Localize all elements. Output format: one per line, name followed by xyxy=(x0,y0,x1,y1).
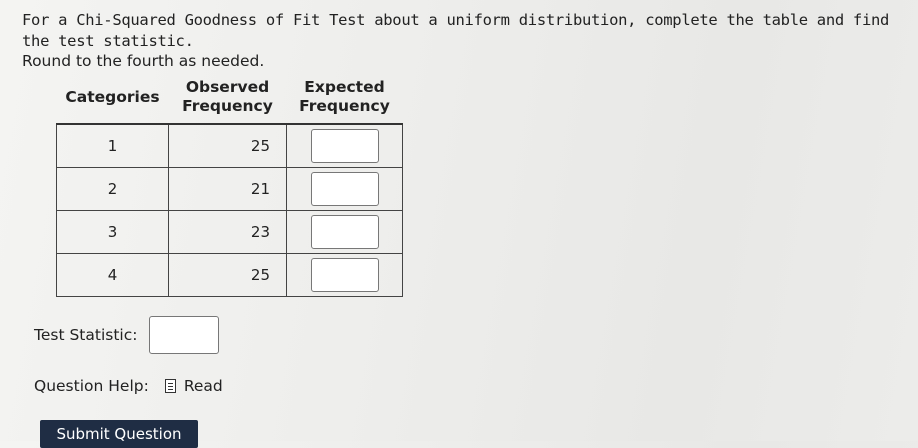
table-header-row xyxy=(57,71,403,124)
observed-cell: 25 xyxy=(169,124,287,168)
expected-input-1[interactable] xyxy=(311,129,379,163)
table-row xyxy=(57,168,403,211)
category-cell: 1 xyxy=(57,124,169,168)
category-cell: 4 xyxy=(57,254,169,297)
question-text: For a Chi-Squared Goodness of Fit Test about a uniform distribution, complete the table and find the test statistic. xyxy=(22,11,890,50)
document-icon[interactable] xyxy=(165,379,176,393)
expected-input-2[interactable] xyxy=(311,172,379,206)
category-cell: 3 xyxy=(57,211,169,254)
header-expected: Expected Frequency xyxy=(299,78,390,115)
table-row xyxy=(57,124,403,168)
test-statistic-input[interactable] xyxy=(149,316,219,354)
expected-input-4[interactable] xyxy=(311,258,379,292)
observed-cell: 23 xyxy=(169,211,287,254)
observed-cell: 21 xyxy=(169,168,287,211)
table-row xyxy=(57,211,403,254)
round-note: Round to the fourth as needed. xyxy=(22,52,265,70)
category-cell: 2 xyxy=(57,168,169,211)
test-statistic-label: Test Statistic: xyxy=(34,326,138,344)
question-help xyxy=(34,377,223,395)
read-link[interactable]: Read xyxy=(183,377,223,395)
header-categories: Categories xyxy=(65,87,160,106)
question-prompt xyxy=(22,10,902,52)
expected-input-3[interactable] xyxy=(311,215,379,249)
frequency-table xyxy=(56,71,403,297)
observed-cell: 25 xyxy=(169,254,287,297)
table-row xyxy=(57,254,403,297)
submit-question-button[interactable]: Submit Question xyxy=(40,420,198,448)
test-statistic-row xyxy=(34,316,219,354)
question-help-label: Question Help: xyxy=(34,377,149,395)
header-observed: Observed Frequency xyxy=(182,78,273,115)
